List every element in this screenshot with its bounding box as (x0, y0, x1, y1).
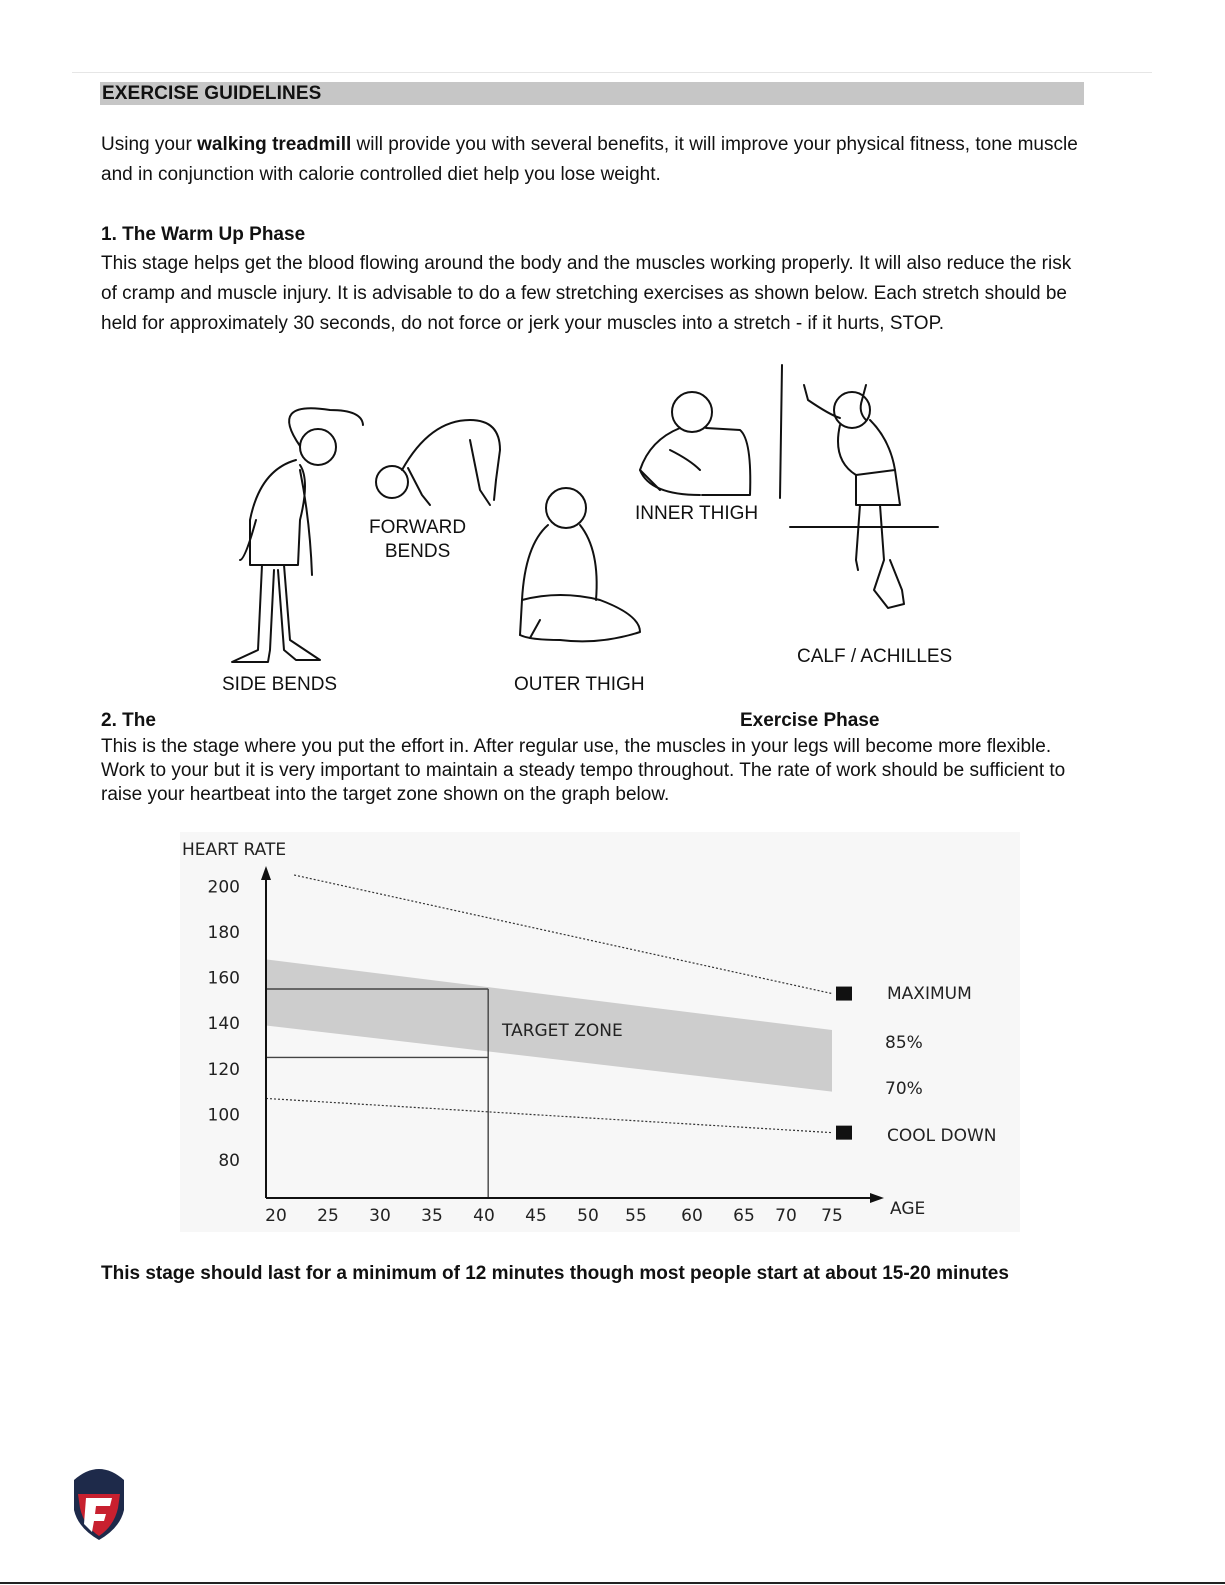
outer-thigh-label: OUTER THIGH (514, 674, 645, 695)
upper-85-label: 85% (885, 1033, 923, 1053)
cool-down-marker (836, 1126, 852, 1140)
y-tick-label: 100 (207, 1105, 240, 1126)
stage-duration-note: This stage should last for a minimum of 12 minutes though most people start at about 15-20 minutes (101, 1263, 1009, 1284)
y-tick-label: 120 (207, 1059, 240, 1080)
y-tick-label: 200 (207, 877, 240, 898)
heart-rate-chart (180, 832, 1020, 1232)
x-tick-label: 55 (625, 1206, 647, 1226)
forward-bends-figure (376, 420, 500, 505)
y-tick-label: 80 (218, 1151, 240, 1171)
inner-thigh-label: INNER THIGH (635, 503, 759, 524)
forward-bends-label-line2: BENDS (384, 541, 451, 562)
x-tick-label: 50 (577, 1206, 599, 1226)
calf-achilles-figure (780, 365, 938, 608)
x-tick-label: 25 (317, 1206, 339, 1226)
lower-70-label: 70% (885, 1079, 923, 1099)
y-tick-label: 180 (207, 923, 240, 943)
forward-bends-label (369, 516, 466, 564)
intro-text-pre: Using your (101, 134, 198, 155)
maximum-marker (836, 987, 852, 1001)
x-tick-label: 75 (821, 1206, 843, 1226)
exercise-heading-left: 2. The (101, 710, 156, 731)
exercise-paragraph: This is the stage where you put the effort in. After regular use, the muscles in your legs will become more flexible. Work to your but it is very important to maintain a steady tempo throughout. The rate of work should be sufficient to raise your heartbeat into the target zone shown on the graph below. (101, 736, 1066, 805)
brand-shield-logo (70, 1466, 128, 1542)
warmup-paragraph: This stage helps get the blood flowing around the body and the muscles working properly. It will also reduce the risk of cramp and muscle injury. It is advisable to do a few stretching exercises as shown below. Each stretch should be held for approximately 30 seconds, do not force or jerk your muscles into a stretch - if it hurts, STOP. (101, 253, 1072, 334)
forward-bends-label-line1: FORWARD (369, 517, 467, 538)
section-title-bar (100, 82, 1084, 105)
y-tick-label: 140 (207, 1014, 240, 1035)
top-rule (72, 72, 1152, 73)
inner-thigh-figure (640, 392, 750, 495)
side-bends-label: SIDE BENDS (222, 674, 338, 695)
x-tick-label: 60 (681, 1206, 703, 1226)
maximum-label: MAXIMUM (887, 984, 972, 1004)
x-tick-label: 20 (265, 1206, 287, 1226)
stretch-illustrations (0, 355, 1225, 695)
cool-down-label: COOL DOWN (887, 1126, 997, 1146)
side-bends-figure (232, 408, 363, 662)
warmup-heading: 1. The Warm Up Phase (101, 224, 306, 245)
x-axis-title: AGE (890, 1199, 926, 1219)
intro-text-post: will provide you with several benefits, it will improve your physical fitness, tone muscle and in conjunction with calorie controlled diet help you lose weight. (101, 134, 1078, 185)
exercise-heading-right: Exercise Phase (740, 710, 880, 731)
x-tick-label: 40 (473, 1206, 495, 1226)
intro-paragraph (101, 130, 1091, 190)
x-tick-label: 30 (369, 1206, 391, 1226)
x-tick-label: 70 (775, 1206, 797, 1226)
x-tick-label: 35 (421, 1206, 443, 1226)
page-title: EXERCISE GUIDELINES (102, 83, 322, 104)
bottom-rule (0, 1582, 1225, 1584)
calf-achilles-label: CALF / ACHILLES (797, 646, 953, 667)
x-tick-label: 45 (525, 1206, 547, 1226)
x-tick-label: 65 (733, 1206, 755, 1226)
target-zone-label: TARGET ZONE (502, 1021, 623, 1041)
intro-text-bold: walking treadmill (197, 134, 352, 155)
outer-thigh-figure (520, 488, 640, 641)
y-tick-label: 160 (207, 968, 240, 989)
y-axis-title: HEART RATE (182, 840, 287, 860)
